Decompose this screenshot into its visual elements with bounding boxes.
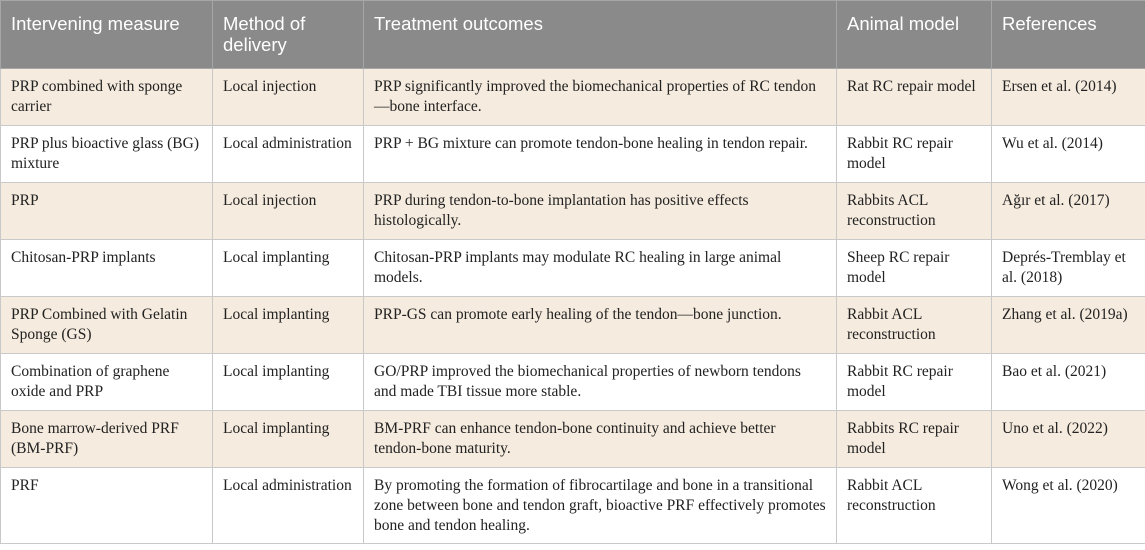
- cell-model: Sheep RC repair model: [837, 240, 992, 297]
- cell-delivery: Local injection: [213, 183, 364, 240]
- table-row: [1, 183, 1145, 240]
- cell-delivery: Local administration: [213, 468, 364, 544]
- cell-model: Rabbit RC repair model: [837, 126, 992, 183]
- cell-measure: PRP plus bioactive glass (BG) mixture: [1, 126, 213, 183]
- cell-outcome: PRP during tendon-to-bone implantation has positive effects histologically.: [364, 183, 837, 240]
- cell-measure: PRP combined with sponge carrier: [1, 69, 213, 126]
- cell-reference: Zhang et al. (2019a): [992, 297, 1145, 354]
- cell-delivery: Local implanting: [213, 297, 364, 354]
- cell-reference: Wong et al. (2020): [992, 468, 1145, 544]
- cell-outcome: By promoting the formation of fibrocartilage and bone in a transitional zone between bone and tendon graft, bioactive PRF effectively promotes bone and tendon healing.: [364, 468, 837, 544]
- table-row: [1, 411, 1145, 468]
- cell-delivery: Local injection: [213, 69, 364, 126]
- cell-reference: Bao et al. (2021): [992, 354, 1145, 411]
- header-animal-model: Animal model: [837, 1, 992, 69]
- cell-outcome: BM-PRF can enhance tendon-bone continuity and achieve better tendon-bone maturity.: [364, 411, 837, 468]
- cell-measure: PRP: [1, 183, 213, 240]
- cell-reference: Deprés-Tremblay et al. (2018): [992, 240, 1145, 297]
- cell-measure: PRF: [1, 468, 213, 544]
- cell-model: Rabbit ACL reconstruction: [837, 297, 992, 354]
- header-method-of-delivery: Method of delivery: [213, 1, 364, 69]
- cell-outcome: Chitosan-PRP implants may modulate RC healing in large animal models.: [364, 240, 837, 297]
- cell-model: Rat RC repair model: [837, 69, 992, 126]
- cell-model: Rabbit ACL reconstruction: [837, 468, 992, 544]
- cell-delivery: Local implanting: [213, 411, 364, 468]
- table-row: [1, 297, 1145, 354]
- cell-outcome: PRP + BG mixture can promote tendon-bone healing in tendon repair.: [364, 126, 837, 183]
- cell-model: Rabbits RC repair model: [837, 411, 992, 468]
- table-row: [1, 240, 1145, 297]
- header-intervening-measure: Intervening measure: [1, 1, 213, 69]
- table-row: [1, 468, 1145, 544]
- cell-delivery: Local implanting: [213, 354, 364, 411]
- header-row: [1, 1, 1145, 69]
- cell-model: Rabbits ACL reconstruction: [837, 183, 992, 240]
- cell-outcome: GO/PRP improved the biomechanical properties of newborn tendons and made TBI tissue more stable.: [364, 354, 837, 411]
- cell-measure: Chitosan-PRP implants: [1, 240, 213, 297]
- header-treatment-outcomes: Treatment outcomes: [364, 1, 837, 69]
- cell-reference: Ersen et al. (2014): [992, 69, 1145, 126]
- table-row: [1, 69, 1145, 126]
- cell-delivery: Local administration: [213, 126, 364, 183]
- table-row: [1, 126, 1145, 183]
- cell-outcome: PRP-GS can promote early healing of the tendon—bone junction.: [364, 297, 837, 354]
- cell-reference: Wu et al. (2014): [992, 126, 1145, 183]
- cell-reference: Ağır et al. (2017): [992, 183, 1145, 240]
- cell-reference: Uno et al. (2022): [992, 411, 1145, 468]
- cell-measure: PRP Combined with Gelatin Sponge (GS): [1, 297, 213, 354]
- cell-delivery: Local implanting: [213, 240, 364, 297]
- cell-outcome: PRP significantly improved the biomechanical properties of RC tendon—bone interface.: [364, 69, 837, 126]
- header-references: References: [992, 1, 1145, 69]
- cell-measure: Bone marrow-derived PRF (BM-PRF): [1, 411, 213, 468]
- cell-model: Rabbit RC repair model: [837, 354, 992, 411]
- table-row: [1, 354, 1145, 411]
- cell-measure: Combination of graphene oxide and PRP: [1, 354, 213, 411]
